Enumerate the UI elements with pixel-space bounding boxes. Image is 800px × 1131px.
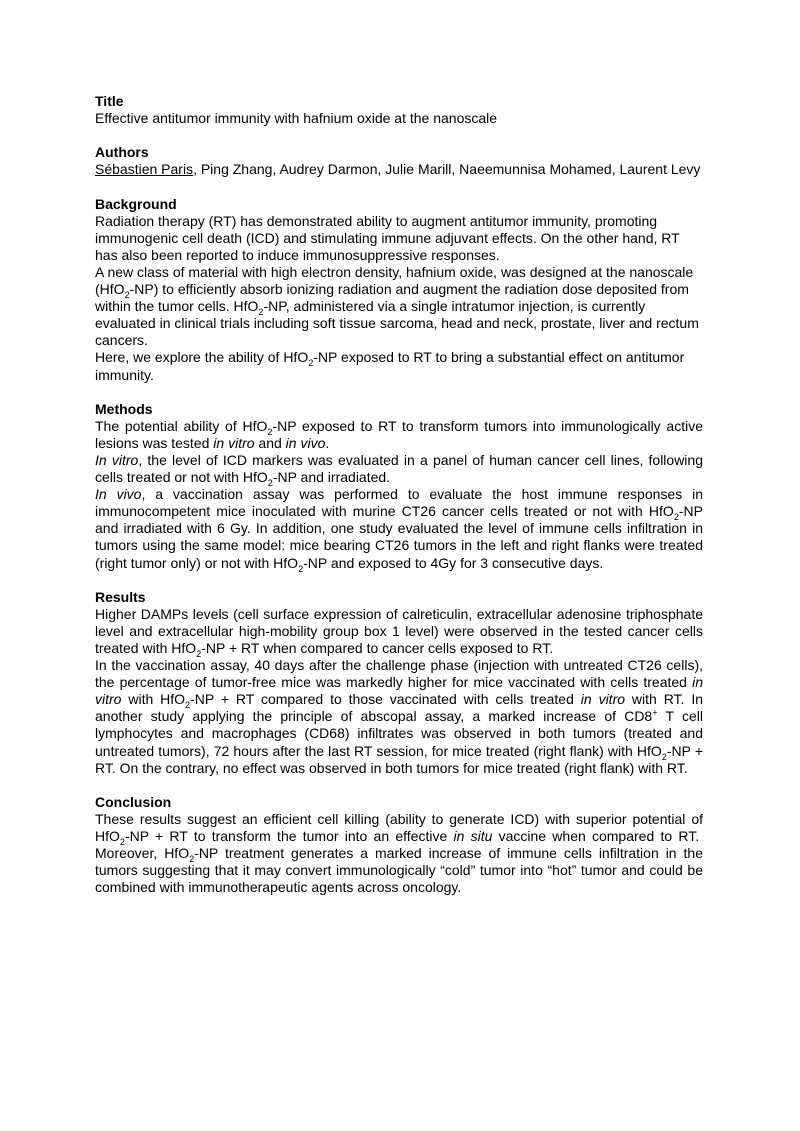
section-background bbox=[95, 196, 703, 384]
authors-list: Sébastien Paris, Ping Zhang, Audrey Darmon, Julie Marill, Naeemunnisa Mohamed, Laurent Levy bbox=[95, 161, 701, 178]
title-heading: Title bbox=[95, 93, 124, 109]
section-authors bbox=[95, 144, 703, 178]
paragraph: These results suggest an efficient cell killing (ability to generate ICD) with superior potential of HfO$_2$-NP + RT to transform the tumor into an effective in situ vaccine when compared to RT. Moreover, HfO$_2$-NP treatment generates a marked increase of immune cells infiltration in the tumors suggesting that it may convert immunologically “cold” tumor into “hot” tumor and could be combined with immunotherapeutic agents across oncology. bbox=[95, 810, 704, 896]
conclusion-heading: Conclusion bbox=[95, 793, 172, 810]
paragraph: Higher DAMPs levels (cell surface expression of calreticulin, extracellular adenosine triphosphate level and extracellular high-mobility group box 1 level) were observed in the tested cancer cells treated with HfO$_2$-NP + RT when compared to cancer cells exposed to RT. bbox=[95, 605, 703, 659]
paragraph: Radiation therapy (RT) has demonstrated ability to augment antitumor immunity, promoting immunogenic cell death (ICD) and stimulating immune adjuvant effects. On the other hand, RT has also been reported to induce immunosuppressive responses. bbox=[95, 212, 680, 263]
paragraph: Here, we explore the ability of HfO$_2$-NP exposed to RT to bring a substantial effect on antitumor immunity. bbox=[95, 349, 685, 383]
title-text: Effective antitumor immunity with hafnium oxide at the nanoscale bbox=[95, 110, 498, 127]
section-conclusion bbox=[95, 794, 703, 897]
paragraph: The potential ability of HfO$_2$-NP exposed to RT to transform tumors into immunologically active lesions was tested in vitro and in vivo. bbox=[95, 417, 703, 451]
authors-heading: Authors bbox=[95, 144, 149, 161]
paragraph: In vivo, a vaccination assay was performed to evaluate the host immune responses in immunocompetent mice inoculated with murine CT26 cancer cells treated or not with HfO$_2$-NP and irradiated with 6 Gy. In addition, one study evaluated the level of immune cells infiltration in tumors using the same model: mice bearing CT26 tumors in the left and right flanks were treated (right tumor only) or not with HfO$_2$-NP and exposed to 4Gy for 3 consecutive days. bbox=[95, 486, 703, 574]
section-title bbox=[95, 93, 703, 127]
background-heading: Background bbox=[95, 195, 177, 212]
section-methods bbox=[95, 401, 703, 572]
paragraph: In the vaccination assay, 40 days after the challenge phase (injection with untreated CT26 cells), the percentage of tumor-free mice was markedly higher for mice vaccinated with cells treated in vitro with HfO$_2$-NP + RT compared to those vaccinated with cells treated in vitro with RT. In another study applying the principle of abscopal assay, a marked increase of CD8+ T cell lymphocytes and macrophages (CD68) infiltrates was observed in both tumors (treated and untreated tumors), 72 hours after the last RT session, for mice treated (right flank) with HfO$_2$-NP + RT. On the contrary, no effect was observed in both tumors for mice treated (right flank) with RT. bbox=[95, 657, 704, 776]
paragraph: In vitro, the level of ICD markers was evaluated in a panel of human cancer cell lines, following cells treated or not with HfO$_2$-NP and irradiated. bbox=[95, 451, 703, 488]
section-results bbox=[95, 589, 703, 777]
results-heading: Results bbox=[95, 588, 146, 605]
methods-heading: Methods bbox=[95, 400, 153, 417]
paragraph: A new class of material with high electron density, hafnium oxide, was designed at the nanoscale (HfO$_2$-NP) to efficiently absorb ionizing radiation and augment the radiation dose deposited from within the tumor cells. HfO$_2$-NP, administered via a single intratumor injection, is currently evaluated in clinical trials including soft tissue sarcoma, head and neck, prostate, liver and rectum cancers. bbox=[95, 263, 699, 349]
